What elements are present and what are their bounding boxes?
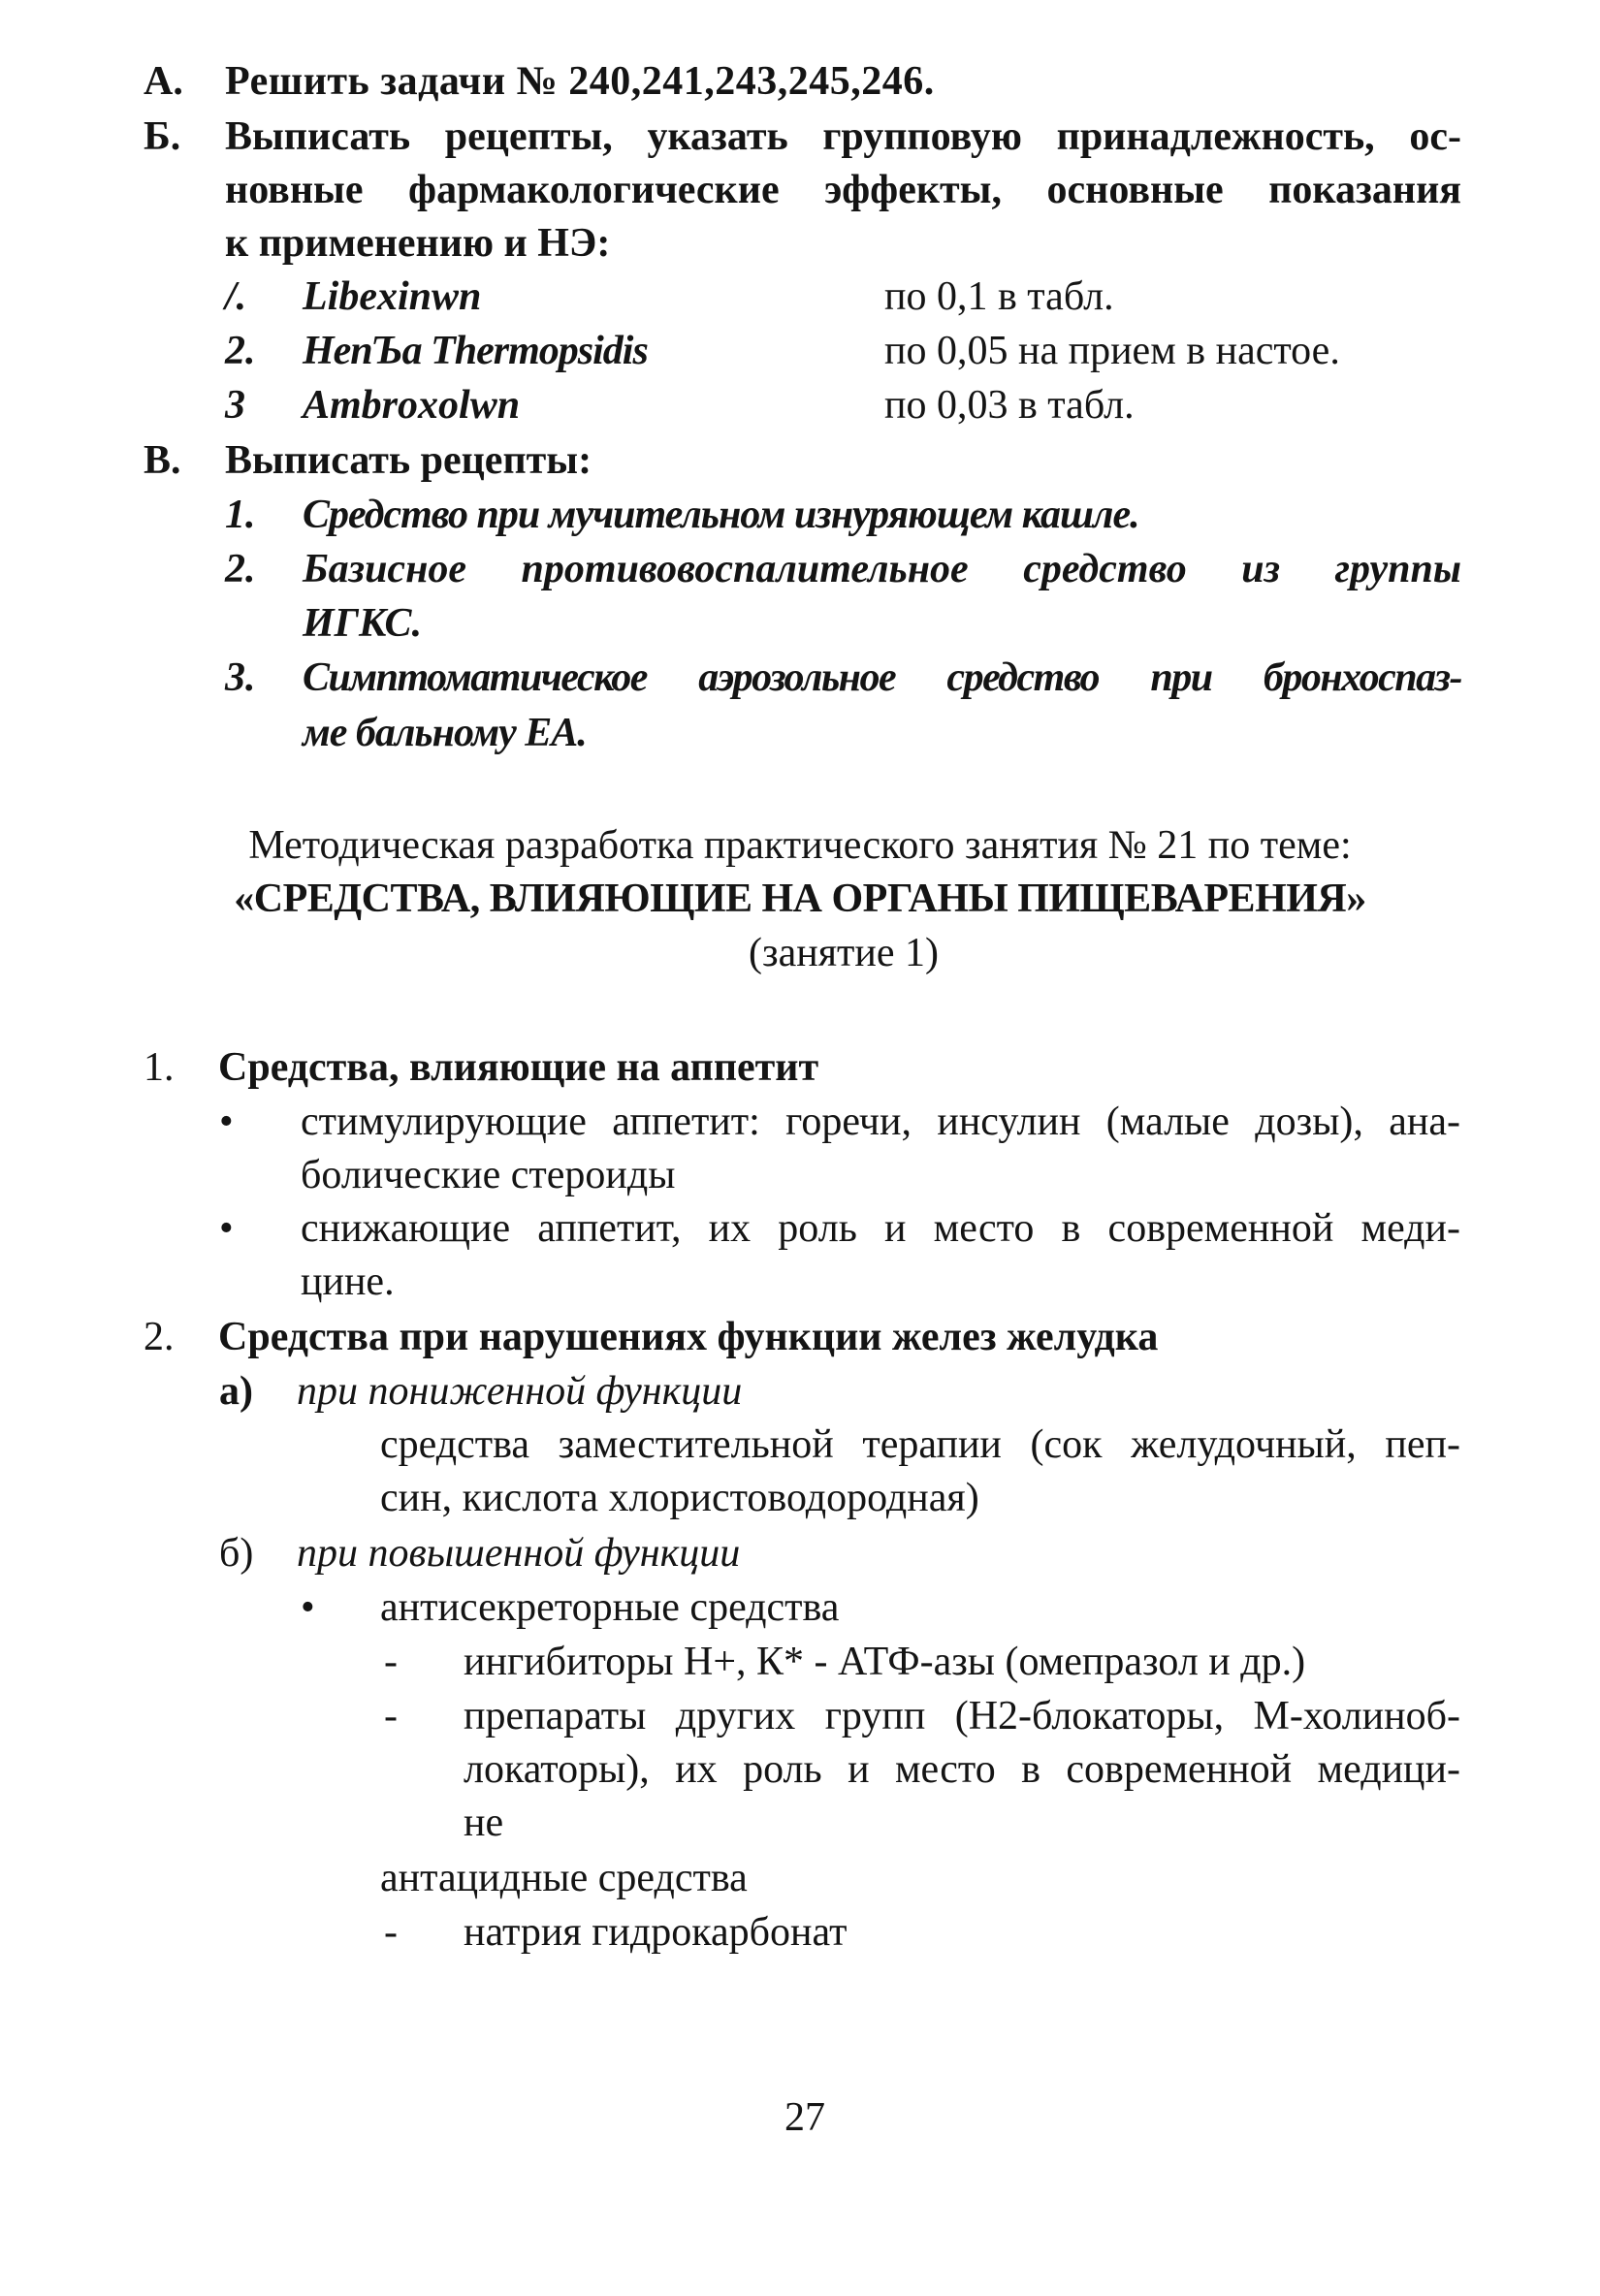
drug-1-number: /. (225, 274, 247, 319)
dash-1-text: ингибиторы Н+, К* - АТФ-азы (омепразол и др.) (464, 1640, 1306, 1684)
section-1-bullet-2-line-1: снижающие аппетит, их роль и место в современной меди- (301, 1206, 1460, 1251)
task-b-line-2: новные фармакологические эффекты, основные показания (225, 168, 1461, 212)
recipe-1-text: Средство при мучительном изнуряющем кашле. (303, 493, 1139, 537)
antisecretory-heading: антисекреторные средства (380, 1585, 840, 1630)
task-v-text: Выписать рецепты: (225, 438, 592, 483)
recipe-3-line-2: ме бальному ЕА. (303, 711, 587, 755)
drug-1-dose: по 0,1 в табл. (884, 274, 1114, 319)
lesson-subtitle: (занятие 1) (749, 931, 939, 975)
recipe-3-number: 3. (225, 655, 256, 700)
section-1-bullet-2-mark: • (219, 1206, 234, 1251)
task-v-marker: В. (144, 438, 181, 483)
drug-3-number: 3 (225, 383, 245, 428)
page-number: 27 (784, 2095, 825, 2140)
recipe-2-line-1: Базисное противовоспалительное средство из группы (303, 547, 1461, 591)
drug-3-dose: по 0,03 в табл. (884, 383, 1135, 428)
section-1-bullet-1-mark: • (219, 1100, 234, 1144)
section-1-bullet-2-line-2: цине. (301, 1260, 395, 1304)
dash-2-mark: - (384, 1694, 398, 1738)
antisecretory-bullet-mark: • (301, 1585, 315, 1630)
recipe-2-line-2: ИГКС. (303, 601, 423, 646)
subsection-b-label: при повышенной функции (297, 1531, 741, 1576)
drug-3-name: Ambroxolwn (303, 383, 521, 428)
drug-2-name: HenЪa Thermopsidis (303, 329, 648, 373)
recipe-1-number: 1. (225, 493, 256, 537)
antacid-1-text: натрия гидрокарбонат (464, 1910, 848, 1955)
task-a-text: Решить задачи № 240,241,243,245,246. (225, 59, 935, 104)
dash-2-line-2: локаторы), их роль и место в современной медици- (464, 1747, 1460, 1792)
antacids-heading: антацидные средства (380, 1856, 748, 1900)
dash-2-line-3: не (464, 1801, 504, 1845)
drug-1-name: Libexinwn (303, 274, 482, 319)
task-b-marker: Б. (144, 114, 181, 159)
section-1-bullet-1-line-2: болические стероиды (301, 1153, 676, 1197)
subsection-a-mark: а) (219, 1369, 253, 1414)
section-2-number: 2. (144, 1315, 175, 1359)
dash-2-line-1: препараты других групп (Н2-блокаторы, М-холиноб- (464, 1694, 1460, 1738)
drug-2-dose: по 0,05 на прием в настое. (884, 329, 1340, 373)
task-b-line-3: к применению и НЭ: (225, 221, 611, 266)
section-1-heading: Средства, влияющие на аппетит (218, 1045, 819, 1090)
drug-2-number: 2. (225, 329, 256, 373)
subsection-a-label: при пониженной функции (297, 1369, 743, 1414)
section-1-number: 1. (144, 1045, 175, 1090)
dash-1-mark: - (384, 1640, 398, 1684)
section-2-heading: Средства при нарушениях функции желез желудка (218, 1315, 1159, 1359)
lesson-intro: Методическая разработка практического занятия № 21 по теме: (248, 823, 1352, 868)
subsection-b-mark: б) (219, 1531, 254, 1576)
task-a-marker: А. (144, 59, 183, 104)
recipe-2-number: 2. (225, 547, 256, 591)
lesson-title: «СРЕДСТВА, ВЛИЯЮЩИЕ НА ОРГАНЫ ПИЩЕВАРЕНИЯ» (234, 877, 1366, 921)
subsection-a-line-2: син, кислота хлористоводородная) (380, 1476, 979, 1520)
section-1-bullet-1-line-1: стимулирующие аппетит: горечи, инсулин (малые дозы), ана- (301, 1100, 1460, 1144)
task-b-line-1: Выписать рецепты, указать групповую принадлежность, ос- (225, 114, 1461, 159)
subsection-a-line-1: средства заместительной терапии (сок желудочный, пеп- (380, 1422, 1460, 1467)
antacid-1-mark: - (384, 1910, 398, 1955)
recipe-3-line-1: Симптоматическое аэрозольное средство при бронхоспаз- (303, 655, 1461, 700)
